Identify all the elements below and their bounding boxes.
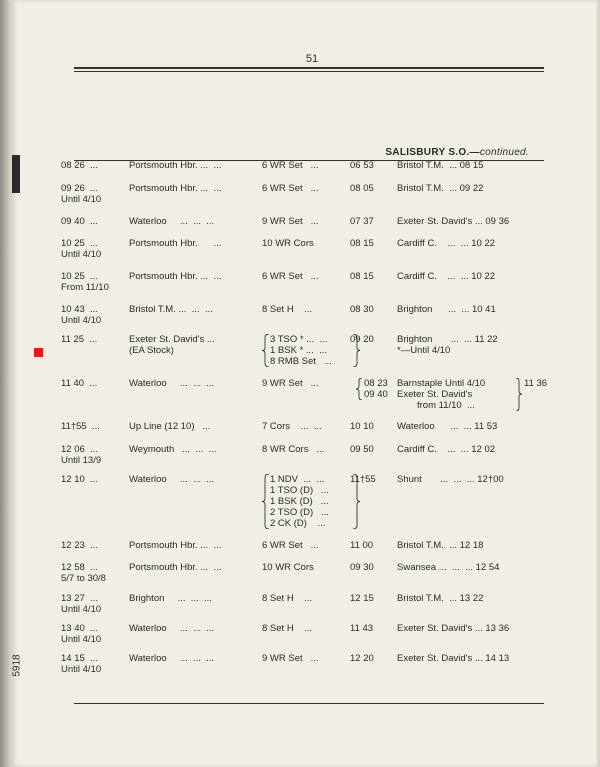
arrival-time: 11 00 bbox=[350, 540, 374, 551]
departure-time-line: 10 43 ... bbox=[61, 304, 98, 315]
departure-time-line: 09 26 ... bbox=[61, 183, 98, 194]
next-working bbox=[397, 562, 542, 573]
destination-line: Portsmouth Hbr. ... ... bbox=[129, 271, 222, 282]
departure-time-line: 11 25 ... bbox=[61, 334, 98, 345]
arrival-time: 12 20 bbox=[350, 653, 374, 664]
formation bbox=[270, 334, 360, 367]
arrival-time: 06 53 bbox=[350, 160, 374, 171]
destination bbox=[129, 562, 254, 573]
departure-time-line: Until 13/9 bbox=[61, 455, 102, 466]
next-working bbox=[397, 334, 542, 356]
formation-line: 2 CK (D) ... bbox=[270, 518, 326, 529]
next-working-line: Exeter St. David's ... 09 36 bbox=[397, 216, 510, 227]
departure-time bbox=[61, 474, 131, 485]
formation: 9 WR Set ... bbox=[262, 653, 319, 664]
arrival-time: 11†55 bbox=[350, 474, 376, 485]
destination-line: Portsmouth Hbr. ... ... bbox=[129, 562, 222, 573]
top-rule-thin bbox=[74, 71, 544, 72]
section-continued: continued. bbox=[479, 147, 529, 158]
departure-time-line: 12 23 ... bbox=[61, 540, 98, 551]
next-working bbox=[397, 474, 542, 485]
arrival-time-line: 09 40 bbox=[364, 389, 388, 400]
top-rule bbox=[74, 67, 544, 69]
arrival-time: 09 20 bbox=[350, 334, 374, 345]
formation: 8 Set H ... bbox=[262, 304, 313, 315]
departure-time-line: 12 06 ... bbox=[61, 444, 98, 455]
departure-time-line: 13 40 ... bbox=[61, 623, 98, 634]
formation: 10 WR Cors bbox=[262, 562, 314, 573]
next-working bbox=[397, 623, 542, 634]
next-working-line: Waterloo ... ... 11 53 bbox=[397, 421, 498, 432]
departure-time-line: 12 10 ... bbox=[61, 474, 98, 485]
departure-time-line: 11†55 ... bbox=[61, 421, 100, 432]
formation: 6 WR Set ... bbox=[262, 183, 319, 194]
departure-time-line: Until 4/10 bbox=[61, 664, 102, 675]
destination-line: Exeter St. David's ... bbox=[129, 334, 215, 345]
formation-line: 3 TSO * ... ... bbox=[270, 334, 328, 345]
next-working-line: Cardiff C. ... ... 10 22 bbox=[397, 271, 496, 282]
destination bbox=[129, 183, 254, 194]
formation: 8 Set H ... bbox=[262, 623, 313, 634]
destination-line: Weymouth ... ... ... bbox=[129, 444, 217, 455]
formation: 7 Cors ... ... bbox=[262, 421, 322, 432]
left-brace bbox=[262, 334, 270, 367]
destination bbox=[129, 593, 254, 604]
destination bbox=[129, 238, 254, 249]
next-working-time: 11 36 bbox=[524, 378, 548, 389]
document-page bbox=[12, 0, 597, 767]
departure-time bbox=[61, 238, 131, 260]
departure-time bbox=[61, 540, 131, 551]
departure-time-line: 13 27 ... bbox=[61, 593, 98, 604]
destination bbox=[129, 623, 254, 634]
next-working-line: Cardiff C. ... ... 10 22 bbox=[397, 238, 496, 249]
destination bbox=[129, 444, 254, 455]
departure-time-line: Until 4/10 bbox=[61, 249, 102, 260]
arrival-time: 07 37 bbox=[350, 216, 374, 227]
destination bbox=[129, 474, 254, 485]
formation-line: 1 NDV ... ... bbox=[270, 474, 325, 485]
arrival-time: 09 30 bbox=[350, 562, 374, 573]
departure-time-line: 09 40 ... bbox=[61, 216, 98, 227]
arrival-time: 08 15 bbox=[350, 238, 374, 249]
next-working-line: Exeter St. David's bbox=[397, 389, 473, 400]
departure-time bbox=[61, 334, 131, 345]
destination-line: Portsmouth Hbr. ... bbox=[129, 238, 222, 249]
next-working bbox=[397, 421, 542, 432]
departure-time bbox=[61, 216, 131, 227]
page-number: 51 bbox=[305, 53, 319, 65]
departure-time bbox=[61, 183, 131, 205]
next-working-line: *—Until 4/10 bbox=[397, 345, 451, 356]
formation-line: 1 BSK * ... ... bbox=[270, 345, 328, 356]
next-working bbox=[397, 593, 542, 604]
next-working-line: Bristol T.M. ... 08 15 bbox=[397, 160, 484, 171]
next-working bbox=[397, 304, 542, 315]
next-working bbox=[397, 653, 542, 664]
departure-time-line: 10 25 ... bbox=[61, 271, 98, 282]
arrival-time: 10 10 bbox=[350, 421, 374, 432]
next-working bbox=[397, 183, 542, 194]
formation-line: 8 RMB Set ... bbox=[270, 356, 332, 367]
departure-time-line: 10 25 ... bbox=[61, 238, 98, 249]
left-brace bbox=[262, 474, 270, 529]
departure-time bbox=[61, 653, 131, 675]
red-marker bbox=[34, 348, 43, 357]
departure-time bbox=[61, 378, 131, 389]
next-working-line: Barnstaple Until 4/10 bbox=[397, 378, 486, 389]
next-working bbox=[397, 216, 542, 227]
formation: 6 WR Set ... bbox=[262, 160, 319, 171]
departure-time-line: 12 58 ... bbox=[61, 562, 98, 573]
departure-time bbox=[61, 562, 131, 584]
next-working-line: Shunt ... ... ... 12†00 bbox=[397, 474, 504, 485]
next-working-line: Cardiff C. ... ... 12 02 bbox=[397, 444, 496, 455]
formation: 6 WR Set ... bbox=[262, 540, 319, 551]
departure-time-line: From 11/10 bbox=[61, 282, 109, 293]
departure-time-line: Until 4/10 bbox=[61, 604, 102, 615]
destination-line: Portsmouth Hbr. ... ... bbox=[129, 183, 222, 194]
destination-line: Up Line (12 10) ... bbox=[129, 421, 211, 432]
destination-line: Waterloo ... ... ... bbox=[129, 474, 215, 485]
departure-time bbox=[61, 421, 131, 432]
destination bbox=[129, 304, 254, 315]
formation-line: 1 TSO (D) ... bbox=[270, 485, 329, 496]
next-working bbox=[397, 271, 542, 282]
departure-time bbox=[61, 623, 131, 645]
next-working-line: Swansea ... ... ... 12 54 bbox=[397, 562, 500, 573]
formation: 8 Set H ... bbox=[262, 593, 313, 604]
departure-time bbox=[61, 304, 131, 326]
arrival-time: 08 15 bbox=[350, 271, 374, 282]
destination-line: (EA Stock) bbox=[129, 345, 174, 356]
next-working bbox=[397, 160, 542, 171]
side-code: 5918 bbox=[11, 654, 23, 677]
destination-line: Waterloo ... ... ... bbox=[129, 378, 215, 389]
formation bbox=[270, 474, 360, 529]
page-tab-mark bbox=[12, 155, 20, 193]
departure-time-line: 5/7 to 30/8 bbox=[61, 573, 106, 584]
formation: 9 WR Set ... bbox=[262, 378, 319, 389]
arrival-time: 11 43 bbox=[350, 623, 374, 634]
destination-line: Waterloo ... ... ... bbox=[129, 623, 215, 634]
next-working bbox=[397, 444, 542, 455]
departure-time-line: Until 4/10 bbox=[61, 315, 102, 326]
arrival-time: 12 15 bbox=[350, 593, 374, 604]
formation-line: 2 TSO (D) ... bbox=[270, 507, 329, 518]
next-working-brace bbox=[515, 378, 522, 411]
next-working-line: Exeter St. David's ... 14 13 bbox=[397, 653, 510, 664]
destination-line: Brighton ... ... ... bbox=[129, 593, 212, 604]
departure-time-line: 08 26 ... bbox=[61, 160, 98, 171]
arrival-time: 08 05 bbox=[350, 183, 374, 194]
formation: 9 WR Set ... bbox=[262, 216, 319, 227]
formation-line: 1 BSK (D) ... bbox=[270, 496, 329, 507]
departure-time-line: 14 15 ... bbox=[61, 653, 98, 664]
next-working-line: from 11/10 ... bbox=[417, 400, 475, 411]
arrival-time: 09 50 bbox=[350, 444, 374, 455]
arrival-time: 08 30 bbox=[350, 304, 374, 315]
departure-time-line: 11 40 ... bbox=[61, 378, 98, 389]
destination bbox=[129, 653, 254, 664]
destination bbox=[129, 540, 254, 551]
destination bbox=[129, 216, 254, 227]
destination bbox=[129, 160, 254, 171]
departure-time bbox=[61, 444, 131, 466]
next-working-line: Exeter St. David's ... 13 36 bbox=[397, 623, 510, 634]
formation: 8 WR Cors ... bbox=[262, 444, 325, 455]
next-working bbox=[397, 540, 542, 551]
destination bbox=[129, 334, 254, 356]
formation: 10 WR Cors bbox=[262, 238, 314, 249]
next-working-line: Brighton ... ... 10 41 bbox=[397, 304, 496, 315]
destination-line: Bristol T.M. ... ... ... bbox=[129, 304, 213, 315]
destination bbox=[129, 271, 254, 282]
arrival-brace bbox=[356, 378, 363, 400]
destination-line: Waterloo ... ... ... bbox=[129, 216, 215, 227]
departure-time bbox=[61, 593, 131, 615]
destination bbox=[129, 378, 254, 389]
destination bbox=[129, 421, 254, 432]
departure-time-line: Until 4/10 bbox=[61, 634, 102, 645]
section-title-text: SALISBURY S.O.— bbox=[385, 147, 480, 158]
next-working-line: Bristol T.M. ... 13 22 bbox=[397, 593, 484, 604]
destination-line: Waterloo ... ... ... bbox=[129, 653, 215, 664]
next-working-line: Bristol T.M. ... 09 22 bbox=[397, 183, 484, 194]
next-working bbox=[397, 238, 542, 249]
bottom-rule bbox=[74, 703, 544, 704]
section-title bbox=[385, 147, 529, 158]
next-working-line: Bristol T.M. ... 12 18 bbox=[397, 540, 484, 551]
formation: 6 WR Set ... bbox=[262, 271, 319, 282]
departure-time bbox=[61, 271, 131, 293]
destination-line: Portsmouth Hbr. ... ... bbox=[129, 160, 222, 171]
destination-line: Portsmouth Hbr. ... ... bbox=[129, 540, 222, 551]
arrival-time-line: 08 23 bbox=[364, 378, 388, 389]
departure-time-line: Until 4/10 bbox=[61, 194, 102, 205]
next-working-line: Brighton ... ... 11 22 bbox=[397, 334, 498, 345]
departure-time bbox=[61, 160, 131, 171]
